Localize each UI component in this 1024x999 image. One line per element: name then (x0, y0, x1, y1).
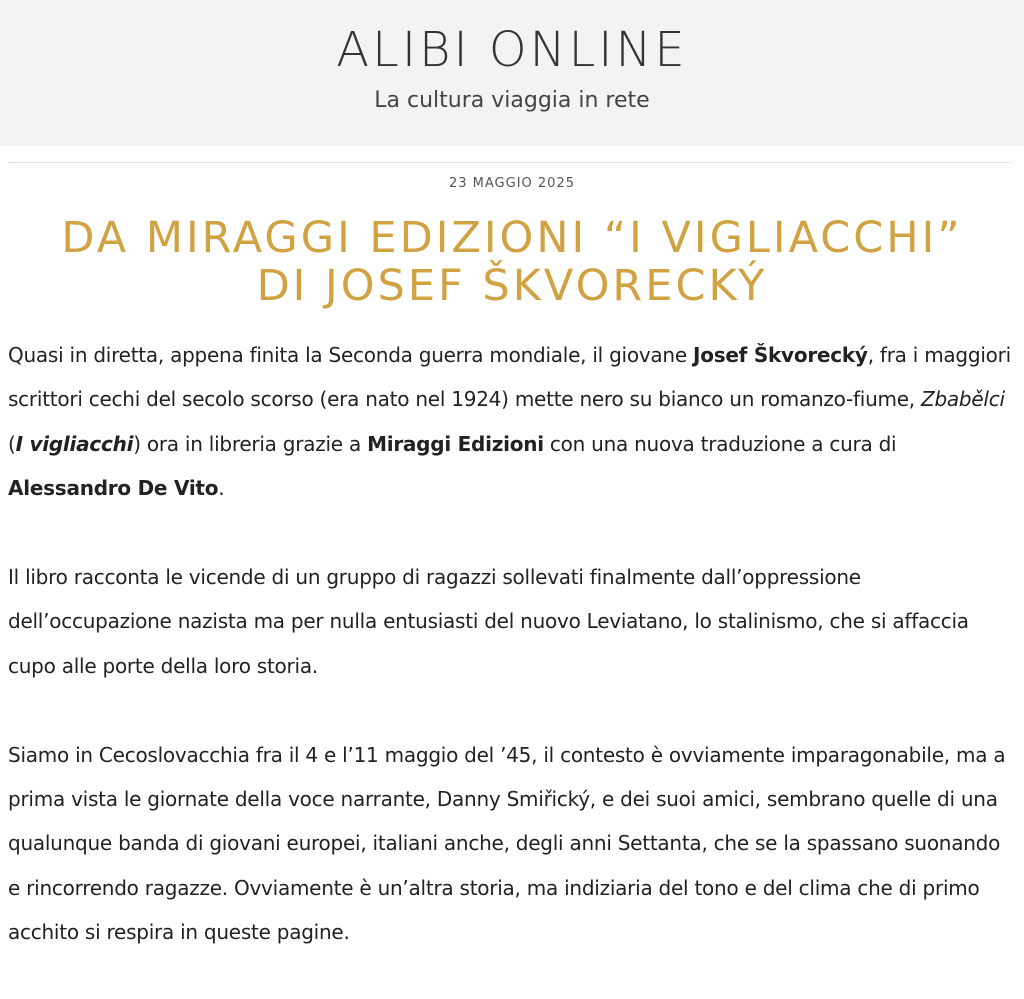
publisher-name: Miraggi Edizioni (367, 431, 544, 456)
translator-name: Alessandro De Vito (8, 476, 219, 501)
author-name: Josef Škvorecký (693, 343, 868, 367)
p1-text-1: Quasi in diretta, appena finita la Seconda guerra mondiale, il giovane (8, 343, 694, 367)
p1-text-5: con una nuova traduzione a cura di (543, 431, 897, 456)
post-body (8, 333, 1018, 999)
post-title-line1: DA MIRAGGI EDIZIONI “I VIGLIACCHI” (61, 213, 963, 263)
paragraph-1 (8, 333, 1018, 511)
paragraph-2: Il libro racconta le vicende di un gruppo di ragazzi sollevati finalmente dall’oppressione dell’occupazione nazista ma per nulla entusiasti del nuovo Leviatano, lo stalinismo, che si affaccia cupo alle porte della loro storia. (8, 565, 969, 678)
header-separator (8, 162, 1012, 163)
post-date[interactable]: 23 MAGGIO 2025 (449, 176, 575, 191)
italian-title: I vigliacchi (15, 431, 134, 456)
post-title-line2: DI JOSEF ŠKVORECKÝ (256, 261, 768, 311)
site-title[interactable]: ALIBI ONLINE (336, 22, 688, 78)
p1-text-2: , fra i maggiori scrittori cechi del secolo scorso (era nato nel 1924) mette nero su bianco un romanzo-fiume, (8, 343, 1011, 412)
p1-text-3: ( (8, 431, 16, 456)
p1-text-6: . (218, 476, 225, 501)
p1-text-4: ) ora in libreria grazie a (133, 431, 368, 456)
paragraph-3: Siamo in Cecoslovacchia fra il 4 e l’11 maggio del ’45, il contesto è ovviamente imparagonabile, ma a prima vista le giornate della voce narrante, Danny Smiřický, e dei suoi amici, sembrano quelle di una qualunque banda di giovani europei, italiani anche, degli anni Settanta, che se la spassano suonando e rincorrendo ragazze. Ovviamente è un’altra storia, ma indiziaria del tono e del clima che di primo acchito si respira in queste pagine. (8, 742, 1006, 945)
post-title[interactable] (10, 214, 1014, 310)
original-title: Zbabělci (921, 387, 1005, 412)
site-header (0, 0, 1024, 146)
site-tagline: La cultura viaggia in rete (374, 88, 650, 113)
